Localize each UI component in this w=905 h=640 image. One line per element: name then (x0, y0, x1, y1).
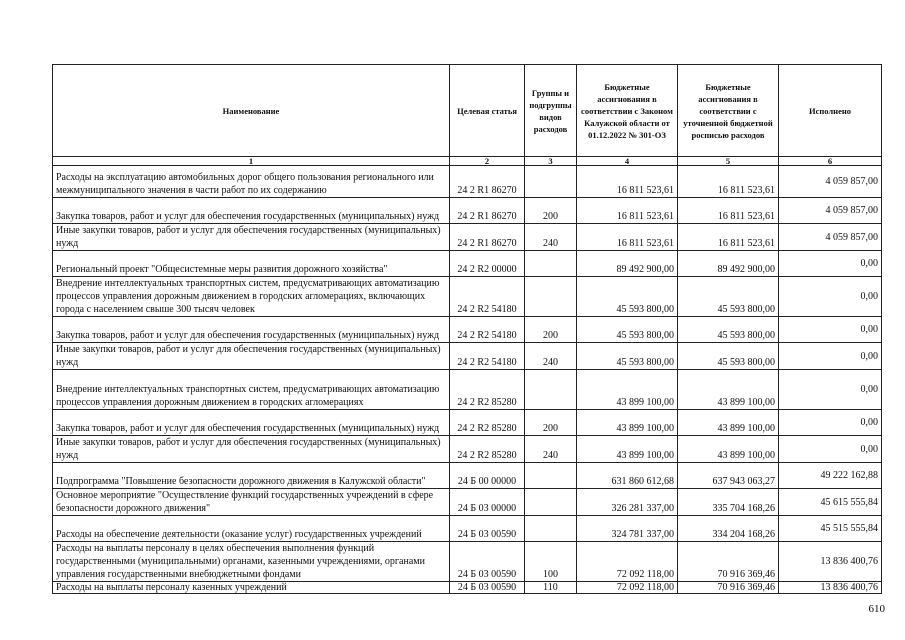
table-row (53, 277, 882, 317)
table-row (53, 463, 882, 489)
header-name: Наименование (53, 65, 450, 157)
row-code: 24 2 R2 00000 (450, 251, 525, 277)
row-name: Основное мероприятие "Осуществление функций государственных учреждений в сфере безопасности дорожного движения" (53, 489, 450, 516)
row-law: 324 781 337,00 (577, 516, 678, 542)
row-code: 24 Б 03 00590 (450, 582, 525, 594)
row-refined: 43 899 100,00 (678, 436, 779, 463)
row-name: Иные закупки товаров, работ и услуг для обеспечения государственных (муниципальных) нужд (53, 343, 450, 370)
row-group: 200 (525, 317, 577, 343)
row-name: Закупка товаров, работ и услуг для обеспечения государственных (муниципальных) нужд (53, 410, 450, 436)
row-refined: 16 811 523,61 (678, 198, 779, 224)
column-number: 2 (450, 157, 525, 166)
row-law: 43 899 100,00 (577, 370, 678, 410)
row-name: Иные закупки товаров, работ и услуг для обеспечения государственных (муниципальных) нужд (53, 224, 450, 251)
budget-table (52, 64, 882, 594)
row-refined: 89 492 900,00 (678, 251, 779, 277)
row-law: 89 492 900,00 (577, 251, 678, 277)
row-name: Расходы на обеспечение деятельности (оказание услуг) государственных учреждений (53, 516, 450, 542)
row-code: 24 2 R2 85280 (450, 436, 525, 463)
row-refined: 70 916 369,46 (678, 582, 779, 594)
column-number: 5 (678, 157, 779, 166)
row-law: 72 092 118,00 (577, 542, 678, 582)
row-code: 24 2 R1 86270 (450, 224, 525, 251)
row-refined: 45 593 800,00 (678, 277, 779, 317)
row-code: 24 Б 00 00000 (450, 463, 525, 489)
row-refined: 335 704 168,26 (678, 489, 779, 516)
row-law: 631 860 612,68 (577, 463, 678, 489)
row-code: 24 2 R2 85280 (450, 370, 525, 410)
row-law: 45 593 800,00 (577, 317, 678, 343)
row-name: Подпрограмма "Повышение безопасности дорожного движения в Калужской области" (53, 463, 450, 489)
table-row (53, 198, 882, 224)
row-refined: 16 811 523,61 (678, 224, 779, 251)
row-executed: 0,00 (779, 370, 882, 410)
page-number: 610 (868, 603, 885, 615)
row-group (525, 251, 577, 277)
column-number: 6 (779, 157, 882, 166)
row-name: Региональный проект "Общесистемные меры развития дорожного хозяйства" (53, 251, 450, 277)
row-group: 240 (525, 436, 577, 463)
row-refined: 45 593 800,00 (678, 343, 779, 370)
row-name: Внедрение интеллектуальных транспортных систем, предусматривающих автоматизацию процессов управления дорожным движением в городских агломерациях (53, 370, 450, 410)
row-group: 200 (525, 410, 577, 436)
row-executed: 4 059 857,00 (779, 198, 882, 224)
table-row (53, 343, 882, 370)
row-executed: 13 836 400,76 (779, 582, 882, 594)
header-executed: Исполнено (779, 65, 882, 157)
row-code: 24 2 R2 54180 (450, 317, 525, 343)
row-group (525, 463, 577, 489)
row-group: 240 (525, 343, 577, 370)
row-group (525, 277, 577, 317)
row-code: 24 Б 03 00590 (450, 542, 525, 582)
table-row (53, 251, 882, 277)
row-executed: 4 059 857,00 (779, 166, 882, 198)
row-executed: 0,00 (779, 343, 882, 370)
header-group: Группы и подгруппы видов расходов (525, 65, 577, 157)
row-group: 100 (525, 542, 577, 582)
row-refined: 43 899 100,00 (678, 410, 779, 436)
table-row (53, 224, 882, 251)
row-group (525, 489, 577, 516)
row-name: Расходы на выплаты персоналу казенных учреждений (53, 582, 450, 594)
table-row (53, 166, 882, 198)
table-row (53, 489, 882, 516)
row-executed: 0,00 (779, 251, 882, 277)
row-executed: 45 615 555,84 (779, 489, 882, 516)
row-refined: 43 899 100,00 (678, 370, 779, 410)
table-row (53, 582, 882, 594)
row-group: 240 (525, 224, 577, 251)
row-group: 200 (525, 198, 577, 224)
row-name: Закупка товаров, работ и услуг для обеспечения государственных (муниципальных) нужд (53, 317, 450, 343)
row-law: 326 281 337,00 (577, 489, 678, 516)
column-number: 1 (53, 157, 450, 166)
row-law: 45 593 800,00 (577, 343, 678, 370)
row-group: 110 (525, 582, 577, 594)
column-number: 3 (525, 157, 577, 166)
row-name: Иные закупки товаров, работ и услуг для обеспечения государственных (муниципальных) нужд (53, 436, 450, 463)
row-law: 16 811 523,61 (577, 166, 678, 198)
row-code: 24 2 R1 86270 (450, 166, 525, 198)
row-refined: 45 593 800,00 (678, 317, 779, 343)
row-code: 24 2 R2 85280 (450, 410, 525, 436)
row-law: 45 593 800,00 (577, 277, 678, 317)
table-row (53, 410, 882, 436)
row-refined: 637 943 063,27 (678, 463, 779, 489)
row-code: 24 Б 03 00000 (450, 489, 525, 516)
row-executed: 13 836 400,76 (779, 542, 882, 582)
row-group (525, 370, 577, 410)
header-law: Бюджетные ассигнования в соответствии с Законом Калужской области от 01.12.2022 № 301-ОЗ (577, 65, 678, 157)
column-number: 4 (577, 157, 678, 166)
row-code: 24 2 R2 54180 (450, 343, 525, 370)
row-group (525, 166, 577, 198)
row-code: 24 Б 03 00590 (450, 516, 525, 542)
table-row (53, 370, 882, 410)
table-row (53, 542, 882, 582)
row-refined: 334 204 168,26 (678, 516, 779, 542)
table-row (53, 436, 882, 463)
row-executed: 0,00 (779, 277, 882, 317)
row-name: Внедрение интеллектуальных транспортных систем, предусматривающих автоматизацию процессов управления дорожным движением в городских агломерациях, включающих города с населением свыше 300 тысяч человек (53, 277, 450, 317)
row-executed: 0,00 (779, 317, 882, 343)
row-executed: 0,00 (779, 410, 882, 436)
header-row (53, 65, 882, 157)
row-law: 16 811 523,61 (577, 198, 678, 224)
row-law: 43 899 100,00 (577, 436, 678, 463)
header-refined: Бюджетные ассигнования в соответствии с уточненной бюджетной росписью расходов (678, 65, 779, 157)
table-row (53, 317, 882, 343)
row-group (525, 516, 577, 542)
row-code: 24 2 R2 54180 (450, 277, 525, 317)
row-name: Закупка товаров, работ и услуг для обеспечения государственных (муниципальных) нужд (53, 198, 450, 224)
table-row (53, 516, 882, 542)
row-refined: 70 916 369,46 (678, 542, 779, 582)
row-executed: 0,00 (779, 436, 882, 463)
row-name: Расходы на выплаты персоналу в целях обеспечения выполнения функций государственными (муниципальными) органами, казенными учреждениями, органами управления государственными внебюджетными фондами (53, 542, 450, 582)
column-number-row (53, 157, 882, 166)
row-name: Расходы на эксплуатацию автомобильных дорог общего пользования регионального или межмуниципального значения в части работ по их содержанию (53, 166, 450, 198)
row-refined: 16 811 523,61 (678, 166, 779, 198)
row-law: 72 092 118,00 (577, 582, 678, 594)
row-code: 24 2 R1 86270 (450, 198, 525, 224)
row-executed: 45 515 555,84 (779, 516, 882, 542)
row-executed: 4 059 857,00 (779, 224, 882, 251)
row-executed: 49 222 162,88 (779, 463, 882, 489)
row-law: 16 811 523,61 (577, 224, 678, 251)
header-target: Целевая статья (450, 65, 525, 157)
row-law: 43 899 100,00 (577, 410, 678, 436)
